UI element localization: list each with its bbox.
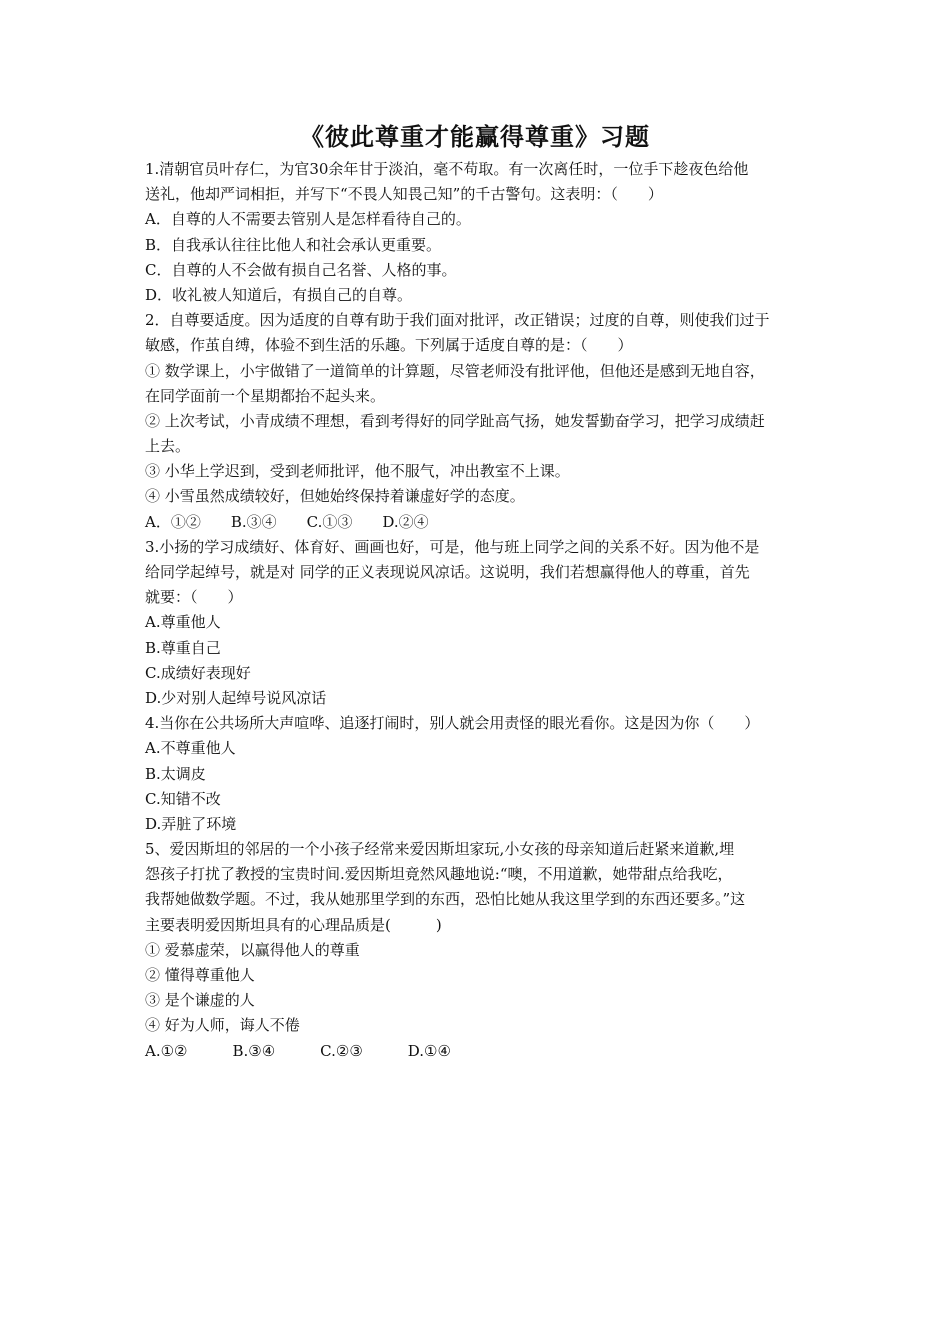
text-line: ① 爱慕虚荣，以赢得他人的尊重 (145, 940, 360, 959)
text-line: 2．自尊要适度。因为适度的自尊有助于我们面对批评，改正错误；过度的自尊，则使我们过于 (145, 311, 770, 330)
document-title: 《彼此尊重才能赢得尊重》习题 (300, 123, 650, 151)
text-line: A.尊重他人 (145, 613, 221, 632)
text-line: 送礼，他却严词相拒，并写下“不畏人知畏己知”的千古警句。这表明：（ ） (145, 185, 663, 204)
text-line: 4.当你在公共场所大声喧哗、追逐打闹时，别人就会用责怪的眼光看你。这是因为你（ ） (145, 714, 760, 733)
text-line: B．自我承认往往比他人和社会承认更重要。 (145, 235, 442, 254)
text-line: D．收礼被人知道后，有损自己的自尊。 (145, 285, 413, 304)
text-line: ② 懂得尊重他人 (145, 966, 255, 984)
text-line: 就要：（ ） (145, 588, 243, 607)
text-line: B.尊重自己 (145, 638, 221, 657)
text-line: A.①② B.③④ C.②③ D.①④ (145, 1041, 451, 1060)
document-body (145, 157, 809, 1064)
text-line: B.太调皮 (145, 764, 206, 783)
text-line: C.知错不改 (145, 789, 221, 808)
text-line: ② 上次考试，小青成绩不理想，看到考得好的同学趾高气扬，她发誓勤奋学习，把学习成绩赶 (145, 411, 765, 430)
text-line: 怨孩子打扰了教授的宝贵时间.爱因斯坦竟然风趣地说:“噢，不用道歉，她带甜点给我吃， (145, 865, 733, 884)
text-line: ④ 好为人师，诲人不倦 (145, 1016, 300, 1035)
text-line: 上去。 (145, 437, 191, 456)
text-line: ① 数学课上，小宇做错了一道简单的计算题，尽管老师没有批评他，但他还是感到无地自容， (145, 361, 765, 380)
text-line: ③ 小华上学迟到，受到老师批评，他不服气，冲出教室不上课。 (145, 462, 570, 481)
text-line: ③ 是个谦虚的人 (145, 991, 255, 1010)
text-line: 主要表明爱因斯坦具有的心理品质是( ) (145, 915, 442, 934)
text-line: ④ 小雪虽然成绩较好，但她始终保持着谦虚好学的态度。 (145, 487, 525, 506)
text-line: D.少对别人起绰号说风凉话 (145, 688, 327, 707)
text-line: 给同学起绰号，就是对 同学的正义表现说风凉话。这说明，我们若想赢得他人的尊重，首先 (145, 563, 750, 581)
text-line: 敏感，作茧自缚，体验不到生活的乐趣。下列属于适度自尊的是：（ ） (145, 336, 633, 355)
text-line: 3.小扬的学习成绩好、体育好、画画也好，可是，他与班上同学之间的关系不好。因为他不是 (145, 537, 760, 556)
text-line: 在同学面前一个星期都抬不起头来。 (145, 386, 386, 405)
text-line: D.弄脏了环境 (145, 814, 237, 833)
text-line: A.不尊重他人 (145, 739, 236, 758)
text-line: A．①② B.③④ C.①③ D.②④ (145, 512, 429, 531)
text-line: C.成绩好表现好 (145, 663, 251, 682)
text-line: 1.清朝官员叶存仁，为官30余年甘于淡泊，毫不苟取。有一次离任时，一位手下趁夜色给他 (145, 160, 749, 178)
text-line: 5、爱因斯坦的邻居的一个小孩子经常来爱因斯坦家玩,小女孩的母亲知道后赶紧来道歉,埋 (145, 840, 735, 859)
text-line: 我帮她做数学题。不过，我从她那里学到的东西，恐怕比她从我这里学到的东西还要多。”这 (145, 890, 746, 909)
text-line: A．自尊的人不需要去管别人是怎样看待自己的。 (145, 210, 471, 229)
text-line: C．自尊的人不会做有损自己名誉、人格的事。 (145, 260, 457, 279)
